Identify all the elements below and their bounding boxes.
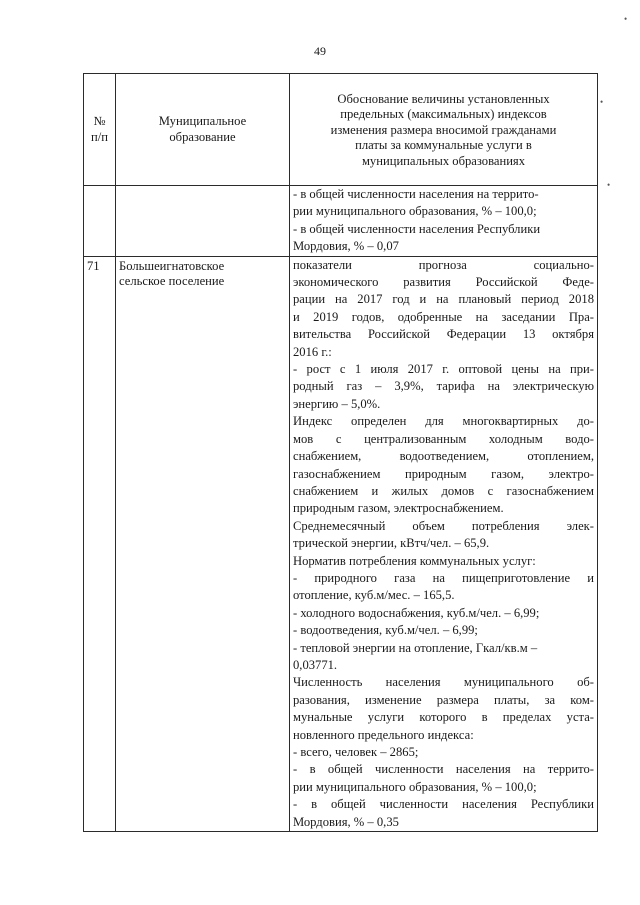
text-line: вительства Российской Федерации 13 октября [293, 327, 594, 342]
scan-mark: • [607, 180, 611, 190]
text-line: - в общей численности населения Республики [293, 221, 541, 236]
scan-mark: • [624, 14, 628, 24]
table-header-row [84, 74, 598, 186]
text-line: энергию – 5,0%. [293, 396, 381, 411]
text-line: Численность населения муниципального об- [293, 675, 594, 690]
tariff-justification-table [83, 73, 598, 832]
text-line: Индекс определен для многоквартирных до- [293, 414, 594, 429]
row-number: 71 [84, 256, 116, 831]
municipality-name-line: Большеигнатовское [119, 258, 225, 273]
header-number: № п/п [84, 74, 116, 186]
text-line: газоснабжением природным газом, электро- [293, 466, 594, 481]
text-line: снабжением и жилых домов с газоснабжением [293, 483, 594, 498]
text-line: снабжением, водоотведением, отоплением, [293, 449, 594, 464]
text-line: - тепловой энергии на отопление, Гкал/кв.м – [293, 640, 538, 655]
table-row [84, 256, 598, 831]
header-municipality: Муниципальное образование [116, 74, 290, 186]
text-line: мов с централизованным холодным водо- [293, 431, 594, 446]
text-line: разования, изменение размера платы, за ком- [293, 692, 594, 707]
page-number: 49 [314, 44, 326, 58]
scan-mark: • [600, 97, 604, 107]
text-line: мунальные услуги которого в пределах уста- [293, 710, 594, 725]
text-line: Норматив потребления коммунальных услуг: [293, 553, 536, 568]
text-line: - водоотведения, куб.м/чел. – 6,99; [293, 623, 478, 638]
row-municipality [116, 186, 290, 257]
text-line: рации на 2017 год и на плановый период 2018 [293, 292, 594, 307]
text-line: экономического развития Российской Феде- [293, 275, 594, 290]
text-line: 2016 г.: [293, 344, 332, 359]
header-justification: Обоснование величины установленных предельных (максимальных) индексов изменения размера вносимой гражданами платы за коммунальные услуги в муниципальных образованиях [290, 74, 598, 186]
text-line: - в общей численности населения на террито- [293, 762, 594, 777]
text-line: - в общей численности населения на террито- [293, 187, 539, 201]
row-justification [290, 186, 598, 257]
municipality-name-line: сельское поселение [119, 274, 225, 289]
text-line: Среднемесячный объем потребления элек- [293, 518, 594, 533]
text-line: показатели прогноза социально- [293, 257, 594, 272]
text-line: родный газ – 3,9%, тарифа на электрическую [293, 379, 594, 394]
text-line: - рост с 1 июля 2017 г. оптовой цены на при- [293, 362, 594, 377]
text-line: - всего, человек – 2865; [293, 745, 419, 759]
text-line: отопление, куб.м/мес. – 165,5. [293, 588, 455, 603]
text-line: - в общей численности населения Республики [293, 797, 594, 812]
table-row [84, 186, 598, 257]
text-line: новленного предельного индекса: [293, 727, 474, 742]
row-number [84, 186, 116, 257]
text-line: трической энергии, кВтч/чел. – 65,9. [293, 536, 490, 551]
row-municipality [116, 256, 290, 831]
row-justification [290, 256, 598, 831]
text-line: Мордовия, % – 0,07 [293, 239, 399, 254]
text-line: природным газом, электроснабжением. [293, 501, 504, 516]
text-line: рии муниципального образования, % – 100,0; [293, 779, 537, 794]
text-line: и 2019 годов, одобренные на заседании Пра- [293, 309, 594, 324]
text-line: Мордовия, % – 0,35 [293, 814, 399, 829]
text-line: рии муниципального образования, % – 100,0; [293, 204, 537, 219]
text-line: 0,03771. [293, 657, 338, 672]
text-line: - холодного водоснабжения, куб.м/чел. – 6,99; [293, 605, 540, 620]
text-line: - природного газа на пищеприготовление и [293, 570, 594, 585]
